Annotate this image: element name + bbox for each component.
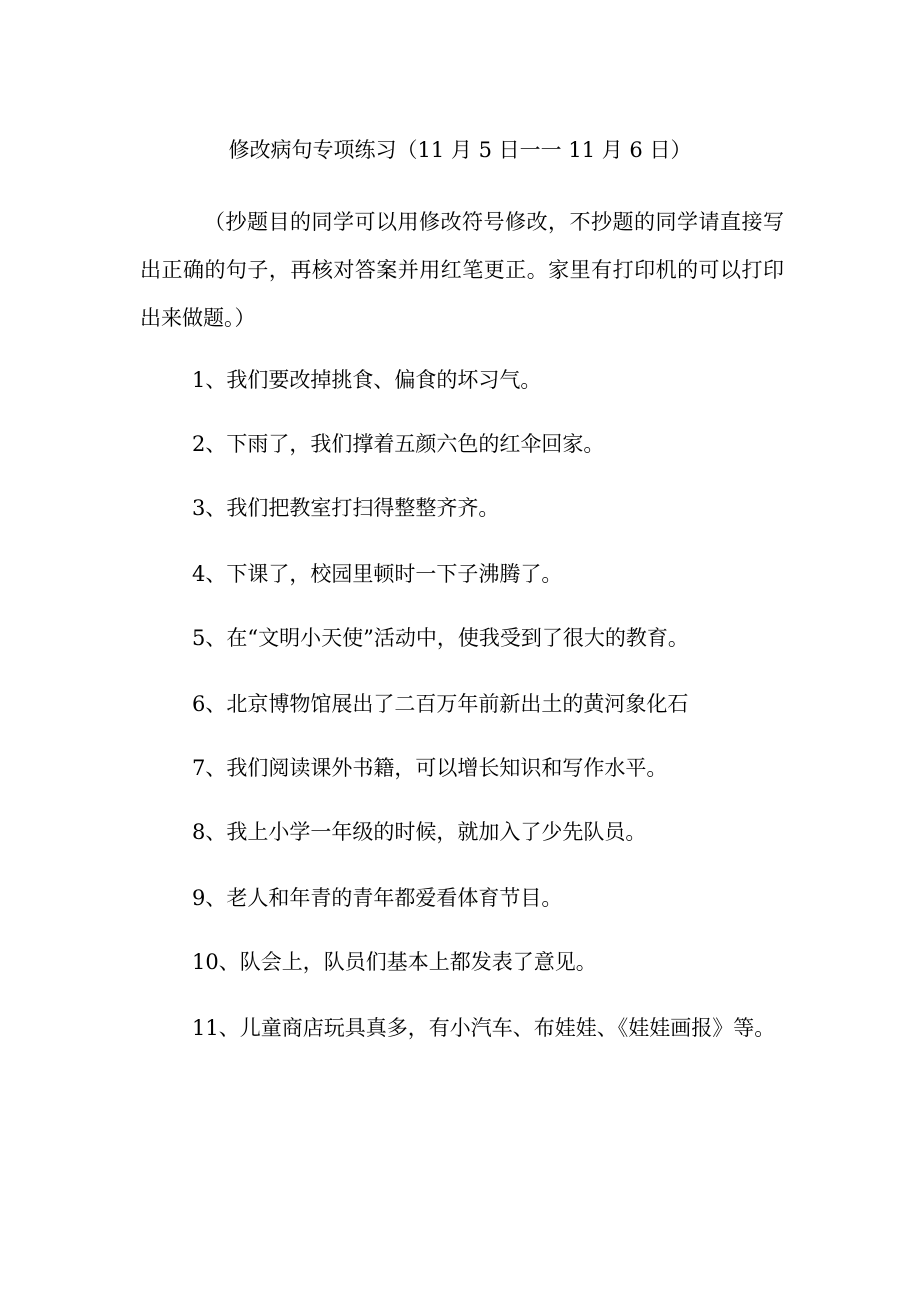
question-4: 4、下课了，校园里顿时一下子沸腾了。 (192, 562, 563, 586)
question-3: 3、我们把教室打扫得整整齐齐。 (192, 496, 500, 520)
question-8: 8、我上小学一年级的时候，就加入了少先队员。 (192, 820, 647, 844)
question-11: 11、儿童商店玩具真多，有小汽车、布娃娃、《娃娃画报》等。 (192, 1016, 776, 1040)
question-10: 10、队会上，队员们基本上都发表了意见。 (192, 950, 597, 974)
question-6: 6、北京博物馆展出了二百万年前新出土的黄河象化石 (192, 692, 689, 716)
question-2: 2、下雨了，我们撑着五颜六色的红伞回家。 (192, 432, 605, 456)
question-9: 9、老人和年青的青年都爱看体育节目。 (192, 886, 563, 910)
question-5: 5、在“文明小天使”活动中，使我受到了很大的教育。 (192, 626, 689, 650)
question-7: 7、我们阅读课外书籍，可以增长知识和写作水平。 (192, 756, 668, 780)
question-1: 1、我们要改掉挑食、偏食的坏习气。 (192, 368, 542, 392)
instructions-paragraph: （抄题目的同学可以用修改符号修改，不抄题的同学请直接写出正确的句子，再核对答案并用红笔更正。家里有打印机的可以打印出来做题。） (140, 210, 784, 330)
page-title: 修改病句专项练习（11 月 5 日一一 11 月 6 日） (228, 138, 692, 162)
